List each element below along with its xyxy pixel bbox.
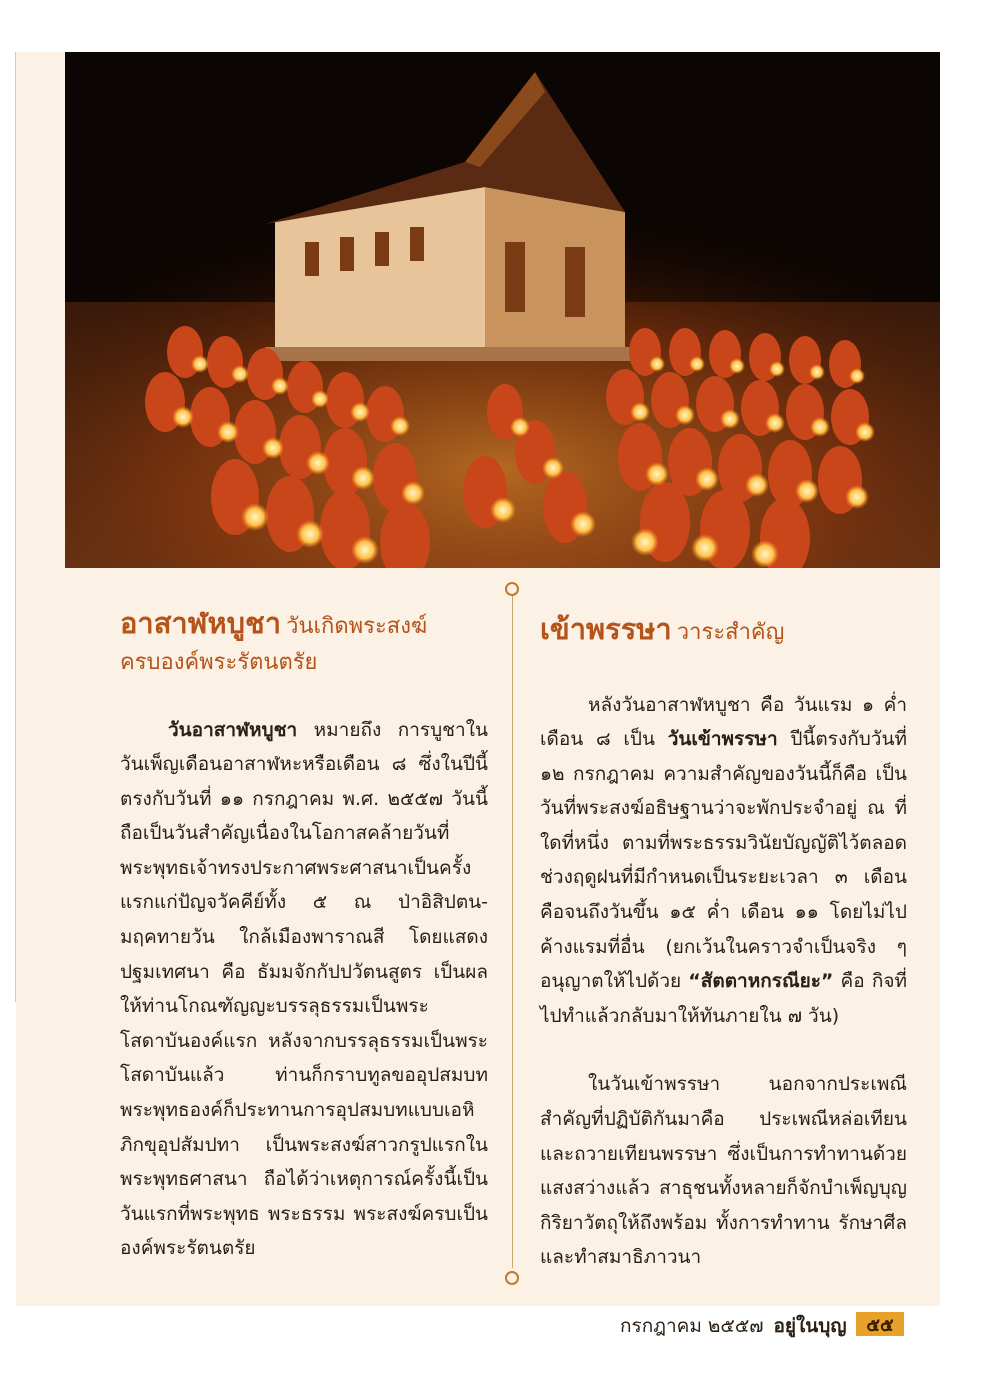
left-article-body	[120, 713, 488, 1267]
left-article-lead-term: วันอาสาฬหบูชา	[168, 718, 298, 741]
right-article-heading	[540, 608, 907, 652]
right-article-paragraph-2: ในวันเข้าพรรษา นอกจากประเพณีสำคัญที่ปฏิบัติกันมาคือ ประเพณีหล่อเทียนและถวายเทียนพรรษา ซึ่งเป็นการทำทานด้วยแสงสว่างแล้ว สาธุชนทั้งหลายก็จักบำเพ็ญบุญกิริยาวัตถุให้ถึงพร้อม ทั้งการทำทาน รักษาศีล และทำสมาธิภาวนา	[540, 1073, 907, 1269]
footer-magazine-name: อยู่ในบุญ	[773, 1315, 847, 1337]
right-article	[540, 608, 907, 1275]
left-article-subtitle: ครบองค์พระรัตนตรัย	[120, 649, 318, 675]
divider-bottom-dot-icon	[505, 1271, 519, 1285]
divider-top-dot-icon	[505, 582, 519, 596]
right-article-paragraph-1	[540, 688, 907, 1034]
right-p1-bold-term: วันเข้าพรรษา	[667, 728, 778, 751]
right-article-title: เข้าพรรษา	[540, 612, 672, 646]
left-article-title: อาสาฬหบูชา	[120, 606, 282, 640]
page-footer	[620, 1311, 847, 1341]
monks-candlelight-procession-icon	[65, 52, 940, 568]
left-article-body-text: หมายถึง การบูชาในวันเพ็ญเดือนอาสาฬหะหรือเดือน ๘ ซึ่งในปีนี้ตรงกับวันที่ ๑๑ กรกฎาคม พ.ศ. ๒๕๕๗ วันนี้ถือเป็นวันสำคัญเนื่องในโอกาสคล้ายวันที่พระพุทธเจ้าทรงประกาศพระศาสนาเป็นครั้งแรกแก่ปัญจวัคคีย์ทั้ง ๕ ณ ป่าอิสิปตน-มฤคทายวัน ใกล้เมืองพาราณสี โดยแสดงปฐมเทศนา คือ ธัมมจักกัปปวัตนสูตร เป็นผลให้ท่านโกณฑัญญะบรรลุธรรมเป็นพระโสดาบันองค์แรก หลังจากบรรลุธรรมเป็นพระโสดาบันแล้ว ท่านก็กราบทูลขออุปสมบท พระพุทธองค์ก็ประทานการอุปสมบทแบบเอหิภิกขุอุปสัมปทา เป็นพระสงฆ์สาวกรูปแรกในพระพุทธศาสนา ถือได้ว่าเหตุการณ์ครั้งนี้เป็นวันแรกที่พระพุทธ พระธรรม พระสงฆ์ครบเป็นองค์พระรัตนตรัย	[120, 718, 488, 1260]
right-p1-text-b: ปีนี้ตรงกับวันที่ ๑๒ กรกฎาคม ความสำคัญของวันนี้ก็คือ เป็นวันที่พระสงฆ์อธิษฐานว่าจะพักประจำอยู่ ณ ที่ใดที่หนึ่ง ตามที่พระธรรมวินัยบัญญัติไว้ตลอดช่วงฤดูฝนที่มีกำหนดเป็นระยะเวลา ๓ เดือน คือจนถึงวันขึ้น ๑๕ ค่ำ เดือน ๑๑ โดยไม่ไปค้างแรมที่อื่น (ยกเว้นในคราวจำเป็นจริง ๆ อนุญาตให้ไปด้วย	[540, 728, 907, 993]
right-article-title-suffix: วาระสำคัญ	[676, 620, 785, 645]
footer-date: กรกฎาคม ๒๕๕๗	[620, 1315, 764, 1337]
monks-candlelight-photo	[65, 52, 940, 568]
left-article-title-suffix: วันเกิดพระสงฆ์	[286, 614, 428, 639]
left-article	[120, 602, 488, 1266]
left-article-heading	[120, 602, 488, 646]
page-number-badge: ๕๕	[856, 1312, 904, 1336]
left-margin-rule	[15, 52, 16, 1002]
column-divider	[512, 596, 513, 1268]
right-p1-text-c: คือ กิจที่ไปทำแล้วกลับมาให้ทันภายใน ๗ วัน)	[540, 970, 907, 1027]
right-p1-text-a: หลังวันอาสาฬหบูชา คือ วันแรม ๑ ค่ำ เดือน ๘ เป็น	[540, 693, 907, 751]
right-p1-bold-term-2: “สัตตาหกรณียะ”	[688, 970, 834, 993]
